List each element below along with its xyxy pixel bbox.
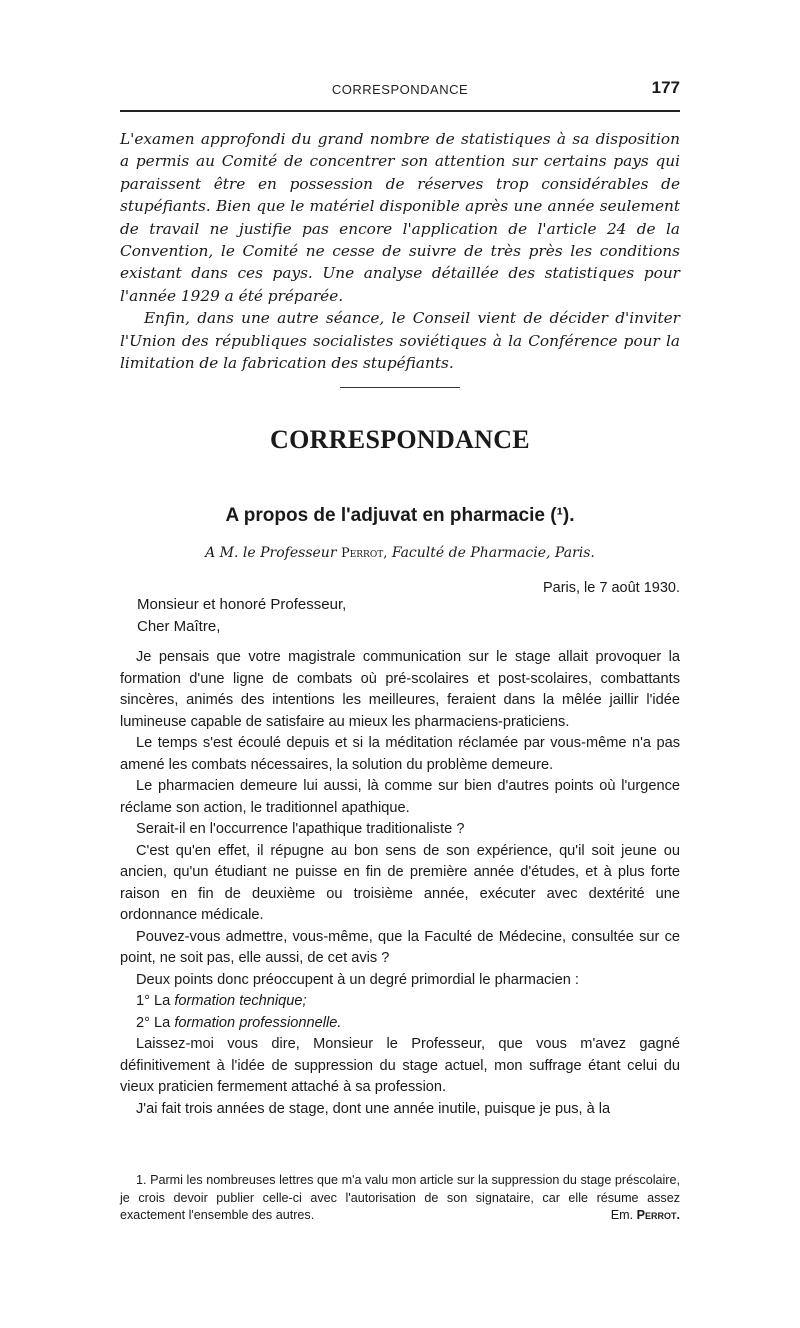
letter-paragraph: Je pensais que votre magistrale communication sur le stage allait provoquer la formation d'une ligne de combats où pré-scolaires et post-scolaires, combattants sincères, animés des intentions les meilleures, feraient dans la mêlée jaillir l'idée lumineuse capable de satisfaire au mieux les pharmaciens-praticiens. (120, 649, 680, 730)
letter-paragraph: C'est qu'en effet, il répugne au bon sens de son expérience, qu'il soit jeune ou ancien, qu'un étudiant ne puisse en fin de première année d'études, et à plus forte raison en fin de deuxième ou troisième année, exécuter avec dextérité une ordonnance médicale. (120, 842, 680, 923)
letter-paragraph: Pouvez-vous admettre, vous-même, que la Faculté de Médecine, consultée sur ce point, ne soit pas, elle aussi, de cet avis ? (120, 928, 680, 966)
addressee-name: Perrot, (340, 546, 388, 561)
section-separator (340, 387, 460, 388)
salutation (137, 594, 346, 638)
addressee-suffix: Faculté de Pharmacie, Paris. (391, 545, 595, 561)
letter-body (120, 647, 680, 1120)
running-head-title: CORRESPONDANCE (331, 82, 469, 97)
footnote-paragraph (120, 1172, 680, 1225)
addressee-prefix: A M. le Professeur (205, 545, 337, 561)
intro-text (120, 128, 680, 374)
list-item (120, 991, 680, 1013)
list-item-number: 2° La (136, 1014, 171, 1031)
list-item-text: formation technique; (174, 993, 307, 1009)
addressee-line (120, 545, 680, 561)
salutation-line: Cher Maître, (137, 618, 221, 635)
dateline: Paris, le 7 août 1930. (542, 580, 680, 596)
section-title: CORRESPONDANCE (270, 425, 530, 454)
footnote-ref: (¹). (550, 505, 575, 526)
letter-paragraph: Deux points donc préoccupent à un degré primordial le pharmacien : (136, 971, 579, 988)
running-head (120, 78, 680, 104)
list-item-text: formation professionnelle. (174, 1014, 342, 1031)
header-rule (120, 110, 680, 112)
footnote-text: 1. Parmi les nombreuses lettres que m'a valu mon article sur la suppression du stage préscolaire, je crois devoir publier celle-ci avec l'autorisation de son signataire, car elle résume assez exactement l'ensemble des autres. (120, 1173, 680, 1222)
letter-paragraph: Laissez-moi vous dire, Monsieur le Professeur, que vous m'avez gagné définitivement à l'idée de suppression du stage actuel, mon suffrage étant celui du vieux praticien fermement attaché à sa profession. (120, 1036, 680, 1095)
letter-paragraph: Serait-il en l'occurrence l'apathique traditionaliste ? (136, 821, 465, 837)
salutation-line: Monsieur et honoré Professeur, (137, 596, 347, 613)
intro-paragraph: Enfin, dans une autre séance, le Conseil vient de décider d'inviter l'Union des républiques socialistes soviétiques à la Conférence pour la limitation de la fabrication des stupéfiants. (120, 309, 680, 373)
page-number: 177 (651, 78, 680, 97)
list-item-number: 1° La (136, 993, 171, 1009)
letter-paragraph: Le pharmacien demeure lui aussi, là comme sur bien d'autres points où l'urgence réclame son action, le traditionnel apathique. (120, 778, 680, 816)
intro-paragraph: L'examen approfondi du grand nombre de statistiques à sa disposition a permis au Comité de concentrer son attention sur certains pays qui paraissent être en possession de réserves trop considérables de stupéfiants. Bien que le matériel disponible après une année seulement de travail ne justifie pas encore l'application de l'article 24 de la Convention, le Comité ne cesse de suivre de très près les conditions existant dans ces pays. Une analyse détaillée des statistiques pour l'année 1929 a été préparée. (120, 130, 680, 305)
footnote (120, 1172, 680, 1225)
signature-name: Perrot. (636, 1208, 680, 1222)
article-title (120, 505, 680, 527)
signature-prefix: Em. (610, 1208, 634, 1222)
letter-paragraph: J'ai fait trois années de stage, dont une année inutile, puisque je pus, à la (136, 1100, 611, 1117)
list-item (120, 1013, 680, 1035)
letter-paragraph: Le temps s'est écoulé depuis et si la méditation réclamée par vous-même n'a pas amené les combats nécessaires, la solution du problème demeure. (120, 735, 680, 773)
article-title-text: A propos de l'adjuvat en pharmacie (225, 505, 545, 526)
footnote-signature (595, 1207, 680, 1225)
